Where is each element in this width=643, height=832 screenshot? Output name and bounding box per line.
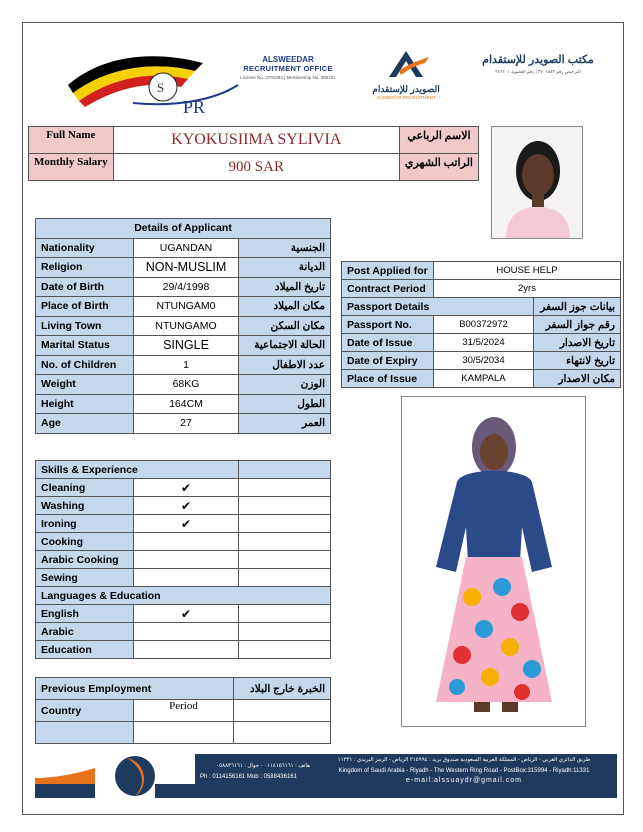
pr-logo	[63, 45, 243, 115]
details-table	[35, 218, 331, 434]
skill-row	[36, 551, 331, 569]
right-ar-small: الترخيص رقم ٣٧٠١٥٨٣ | رقم العضوية ٣٨٦٢٠١	[495, 69, 581, 74]
salary-ar: الراتب الشهري	[399, 154, 478, 181]
footer-email: e-mail:alssuaydr@gmail.com	[406, 777, 522, 784]
passport-ar: تاريخ لانتهاء	[534, 352, 621, 370]
full-name-label: Full Name	[29, 127, 114, 154]
post-applied-value: HOUSE HELP	[434, 262, 621, 280]
language-label: English	[36, 605, 134, 623]
cv-page	[22, 22, 624, 815]
period-label: Period	[134, 700, 234, 722]
language-label: Arabic	[36, 623, 134, 641]
check-cell	[134, 569, 239, 587]
passport-row	[342, 334, 621, 352]
name-salary-table	[28, 126, 479, 181]
detail-row	[36, 238, 331, 258]
details-title: Details of Applicant	[36, 219, 331, 239]
post-applied-label: Post Applied for	[342, 262, 434, 280]
passport-row	[342, 352, 621, 370]
contract-value: 2yrs	[434, 280, 621, 298]
skill-label: Arabic Cooking	[36, 551, 134, 569]
detail-row	[36, 297, 331, 317]
passport-ar: مكان الاصدار	[534, 370, 621, 388]
country-label: Country	[36, 700, 134, 722]
full-body-icon	[402, 397, 586, 727]
full-name-value: KYOKUSIIMA SYLIVIA	[113, 127, 399, 154]
check-cell	[134, 533, 239, 551]
passport-value: B00372972	[434, 316, 534, 334]
detail-ar: الطول	[239, 394, 331, 414]
detail-row	[36, 336, 331, 356]
salary-value: 900 SAR	[113, 154, 399, 181]
passport-title-ar: بيانات جوز السفر	[534, 298, 621, 316]
center-ar-name: الصويدر للإستقدام	[372, 84, 440, 94]
passport-value: KAMPALA	[434, 370, 534, 388]
portrait-photo	[491, 126, 583, 239]
language-extra	[239, 605, 331, 623]
passport-label: Date of Expiry	[342, 352, 434, 370]
detail-value: 68KG	[134, 375, 239, 395]
detail-ar: تاريخ الميلاد	[239, 277, 331, 297]
footer-logo-area	[35, 754, 195, 798]
passport-row	[342, 316, 621, 334]
right-ar-title: مكتب الصويدر للإستقدام	[482, 54, 594, 66]
detail-ar: العمر	[239, 414, 331, 434]
check-cell	[134, 623, 239, 641]
languages-title: Languages & Education	[36, 587, 331, 605]
footer-bar	[35, 754, 617, 798]
detail-ar: مكان السكن	[239, 316, 331, 336]
skill-extra	[239, 497, 331, 515]
detail-ar: عدد الاطفال	[239, 355, 331, 375]
employment-blank-period	[134, 722, 234, 744]
detail-label: No. of Children	[36, 355, 134, 375]
skill-label: Cooking	[36, 533, 134, 551]
passport-label: Date of Issue	[342, 334, 434, 352]
check-cell	[134, 551, 239, 569]
detail-ar: الجنسية	[239, 238, 331, 258]
detail-value: NON-MUSLIM	[134, 258, 239, 278]
detail-row	[36, 394, 331, 414]
language-row	[36, 641, 331, 659]
skill-extra	[239, 569, 331, 587]
footer-address-ar: طريق الدائري الغربي - الرياض - المملكة العربية السعودية صندوق بريد : ٣١٥٩٩٤ الرياض - الرمز البريدي : ١١٣٣١	[337, 757, 591, 763]
detail-value: 27	[134, 414, 239, 434]
center-en-name: ALSWEDAR RECRUITMENT	[376, 95, 436, 100]
detail-row	[36, 414, 331, 434]
full-name-ar: الاسم الرباعي	[399, 127, 478, 154]
check-icon: ✔	[134, 479, 239, 497]
passport-label: Place of Issue	[342, 370, 434, 388]
detail-row	[36, 258, 331, 278]
skill-extra	[239, 479, 331, 497]
check-icon: ✔	[134, 497, 239, 515]
passport-label: Passport No.	[342, 316, 434, 334]
passport-value: 31/5/2024	[434, 334, 534, 352]
right-ar-logo	[463, 53, 613, 75]
detail-value: SINGLE	[134, 336, 239, 356]
footer-phone-en: Ph : 0114156161 Mob : 0588436161	[200, 774, 297, 780]
employment-extra	[234, 700, 331, 722]
skill-row	[36, 497, 331, 515]
alswedar-subtitle: RECRUITMENT OFFICE	[243, 64, 333, 73]
passport-title: Passport Details	[342, 298, 534, 316]
skill-row	[36, 515, 331, 533]
svg-text:S: S	[157, 80, 165, 95]
detail-value: UGANDAN	[134, 238, 239, 258]
skills-title-blank	[239, 461, 331, 479]
skills-table	[35, 460, 331, 659]
skill-label: Ironing	[36, 515, 134, 533]
alswedar-title: ALSWEEDAR	[262, 55, 314, 64]
detail-label: Date of Birth	[36, 277, 134, 297]
language-row	[36, 605, 331, 623]
language-extra	[239, 641, 331, 659]
detail-row	[36, 316, 331, 336]
skill-extra	[239, 533, 331, 551]
detail-ar: الديانة	[239, 258, 331, 278]
alswedar-en-logo	[233, 55, 343, 80]
svg-text:PR: PR	[183, 97, 206, 115]
skill-row	[36, 533, 331, 551]
skill-label: Cleaning	[36, 479, 134, 497]
employment-title: Previous Employment	[36, 678, 234, 700]
passport-ar: رقم جواز السفر	[534, 316, 621, 334]
detail-row	[36, 355, 331, 375]
post-passport-table	[341, 261, 621, 388]
skill-label: Washing	[36, 497, 134, 515]
skill-row	[36, 479, 331, 497]
footer-logo-icon	[35, 754, 195, 798]
skills-title: Skills & Experience	[36, 461, 239, 479]
employment-blank-label	[36, 722, 134, 744]
skill-row	[36, 569, 331, 587]
detail-ar: الحالة الاجتماعية	[239, 336, 331, 356]
skill-label: Sewing	[36, 569, 134, 587]
detail-label: Nationality	[36, 238, 134, 258]
detail-label: Age	[36, 414, 134, 434]
salary-label: Monthly Salary	[29, 154, 114, 181]
skill-extra	[239, 551, 331, 569]
footer-phones	[200, 763, 310, 780]
language-row	[36, 623, 331, 641]
detail-value: NTUNGAMO	[134, 316, 239, 336]
detail-label: Place of Birth	[36, 297, 134, 317]
detail-label: Marital Status	[36, 336, 134, 356]
check-icon: ✔	[134, 515, 239, 533]
language-extra	[239, 623, 331, 641]
detail-ar: مكان الميلاد	[239, 297, 331, 317]
employment-blank-extra	[234, 722, 331, 744]
footer-phone-ar: هاتف : ٠١١٤١٥٦١٦١ - جوال : ٠٥٨٨٣٦١٦١	[216, 763, 310, 769]
employment-table	[35, 677, 331, 744]
detail-value: NTUNGAM0	[134, 297, 239, 317]
portrait-icon	[492, 127, 583, 239]
language-label: Education	[36, 641, 134, 659]
passport-value: 30/5/2034	[434, 352, 534, 370]
detail-value: 164CM	[134, 394, 239, 414]
passport-ar: تاريخ الاصدار	[534, 334, 621, 352]
check-cell	[134, 641, 239, 659]
skill-extra	[239, 515, 331, 533]
detail-value: 1	[134, 355, 239, 375]
uganda-flag-logo-icon	[63, 45, 243, 115]
employment-title-ar: الخبرة خارج البلاد	[234, 678, 331, 700]
alswedar-center-logo	[361, 49, 451, 109]
footer-address	[315, 757, 613, 784]
contract-label: Contract Period	[342, 280, 434, 298]
detail-label: Weight	[36, 375, 134, 395]
full-body-photo	[401, 396, 586, 727]
footer-address-en: Kingdom of Saudi Arabia - Riyadh - The Western Ring Road - PostBox:315994 - Riyadh:11331	[338, 768, 590, 774]
detail-value: 29/4/1998	[134, 277, 239, 297]
alswedar-license: License No. 3701583 | Membership No. 386201	[240, 75, 336, 80]
detail-label: Living Town	[36, 316, 134, 336]
detail-ar: الوزن	[239, 375, 331, 395]
a-letter-logo-icon	[381, 49, 431, 79]
detail-label: Religion	[36, 258, 134, 278]
passport-row	[342, 370, 621, 388]
detail-row	[36, 375, 331, 395]
detail-label: Height	[36, 394, 134, 414]
detail-row	[36, 277, 331, 297]
check-icon: ✔	[134, 605, 239, 623]
